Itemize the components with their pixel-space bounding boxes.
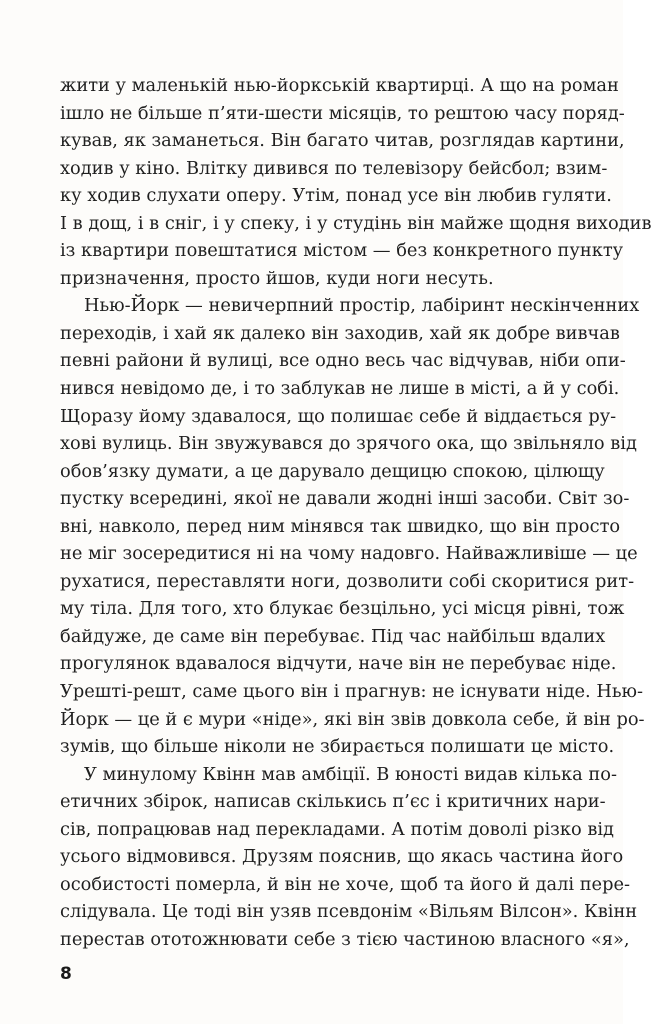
text-line: етичних збірок, написав скількись п’єс і критичних нари- <box>60 791 606 813</box>
text-line: хові вулиць. Він звужувався до зрячого ока, що звільняло від <box>60 433 637 455</box>
text-line: переходів, і хай як далеко він заходив, хай як добре вивчав <box>60 322 620 344</box>
page-number: 8 <box>60 964 72 984</box>
paragraph-1 <box>60 72 651 292</box>
paragraph-2 <box>60 292 645 760</box>
text-line: особистості померла, й він не хоче, щоб та його й далі пере- <box>60 873 630 895</box>
text-line: байдуже, де саме він перебуває. Під час найбільш вдалих <box>60 625 606 647</box>
text-line: із квартири повештатися містом — без конкретного пункту <box>60 240 624 262</box>
text-line: У минулому Квінн мав амбіції. В юності видав кілька по- <box>84 763 617 785</box>
text-line: ходив у кіно. Влітку дивився по телевізору бейсбол; взим- <box>60 157 608 179</box>
text-line: Щоразу йому здавалося, що полишає себе й віддається ру- <box>60 405 617 427</box>
text-line: ку ходив слухати оперу. Утім, понад усе він любив гуляти. <box>60 185 612 207</box>
text-line: Нью-Йорк — невичерпний простір, лабіринт нескінченних <box>84 295 640 317</box>
text-line: зумів, що більше ніколи не збирається полишати це місто. <box>60 736 615 758</box>
page-text <box>60 72 651 954</box>
text-line: нився невідомо де, і то заблукав не лише в місті, а й у собі. <box>60 378 620 400</box>
text-line: не міг зосередитися ні на чому надовго. Найважливіше — це <box>60 543 638 565</box>
text-line: обов’язку думати, а це дарувало дещицю спокою, цілющу <box>60 460 605 482</box>
text-line: сів, попрацював над перекладами. А потім доволі різко від <box>60 818 614 840</box>
text-line: перестав ототожнювати себе з тією частиною власного «я», <box>60 928 630 950</box>
text-line: прогулянок вдавалося відчути, наче він не перебуває ніде. <box>60 653 617 675</box>
text-line: певні райони й вулиці, все одно весь час відчував, ніби опи- <box>60 350 626 372</box>
text-line: Йорк — це й є мури «ніде», які він звів довкола себе, й він ро- <box>60 708 645 730</box>
text-line: жити у маленькій нью-йоркській квартирці. А що на роман <box>60 75 619 96</box>
text-line: слідувала. Це тоді він узяв псевдонім «Вільям Вілсон». Квінн <box>60 901 638 923</box>
text-line: Урешті-решт, саме цього він і прагнув: не існувати ніде. Нью- <box>60 681 644 703</box>
text-line: му тіла. Для того, хто блукає безцільно, усі місця рівні, тож <box>60 598 625 620</box>
text-line: рухатися, переставляти ноги, дозволити собі скоритися рит- <box>60 570 635 592</box>
paragraph-3 <box>60 761 638 954</box>
text-line: пустку всередині, якої не давали жодні інші засоби. Світ зо- <box>60 488 630 510</box>
text-line: усього відмовився. Друзям пояснив, що якась частина його <box>60 846 624 868</box>
text-line: кував, як заманеться. Він багато читав, розглядав картини, <box>60 130 625 152</box>
text-line: І в дощ, і в сніг, і у спеку, і у студінь він майже щодня виходив <box>60 212 651 234</box>
text-line: ішло не більше п’яти-шести місяців, то рештою часу поряд- <box>60 102 625 124</box>
text-line: призначення, просто йшов, куди ноги несуть. <box>60 267 494 289</box>
text-line: вні, навколо, перед ним мінявся так швидко, що він просто <box>60 515 621 537</box>
